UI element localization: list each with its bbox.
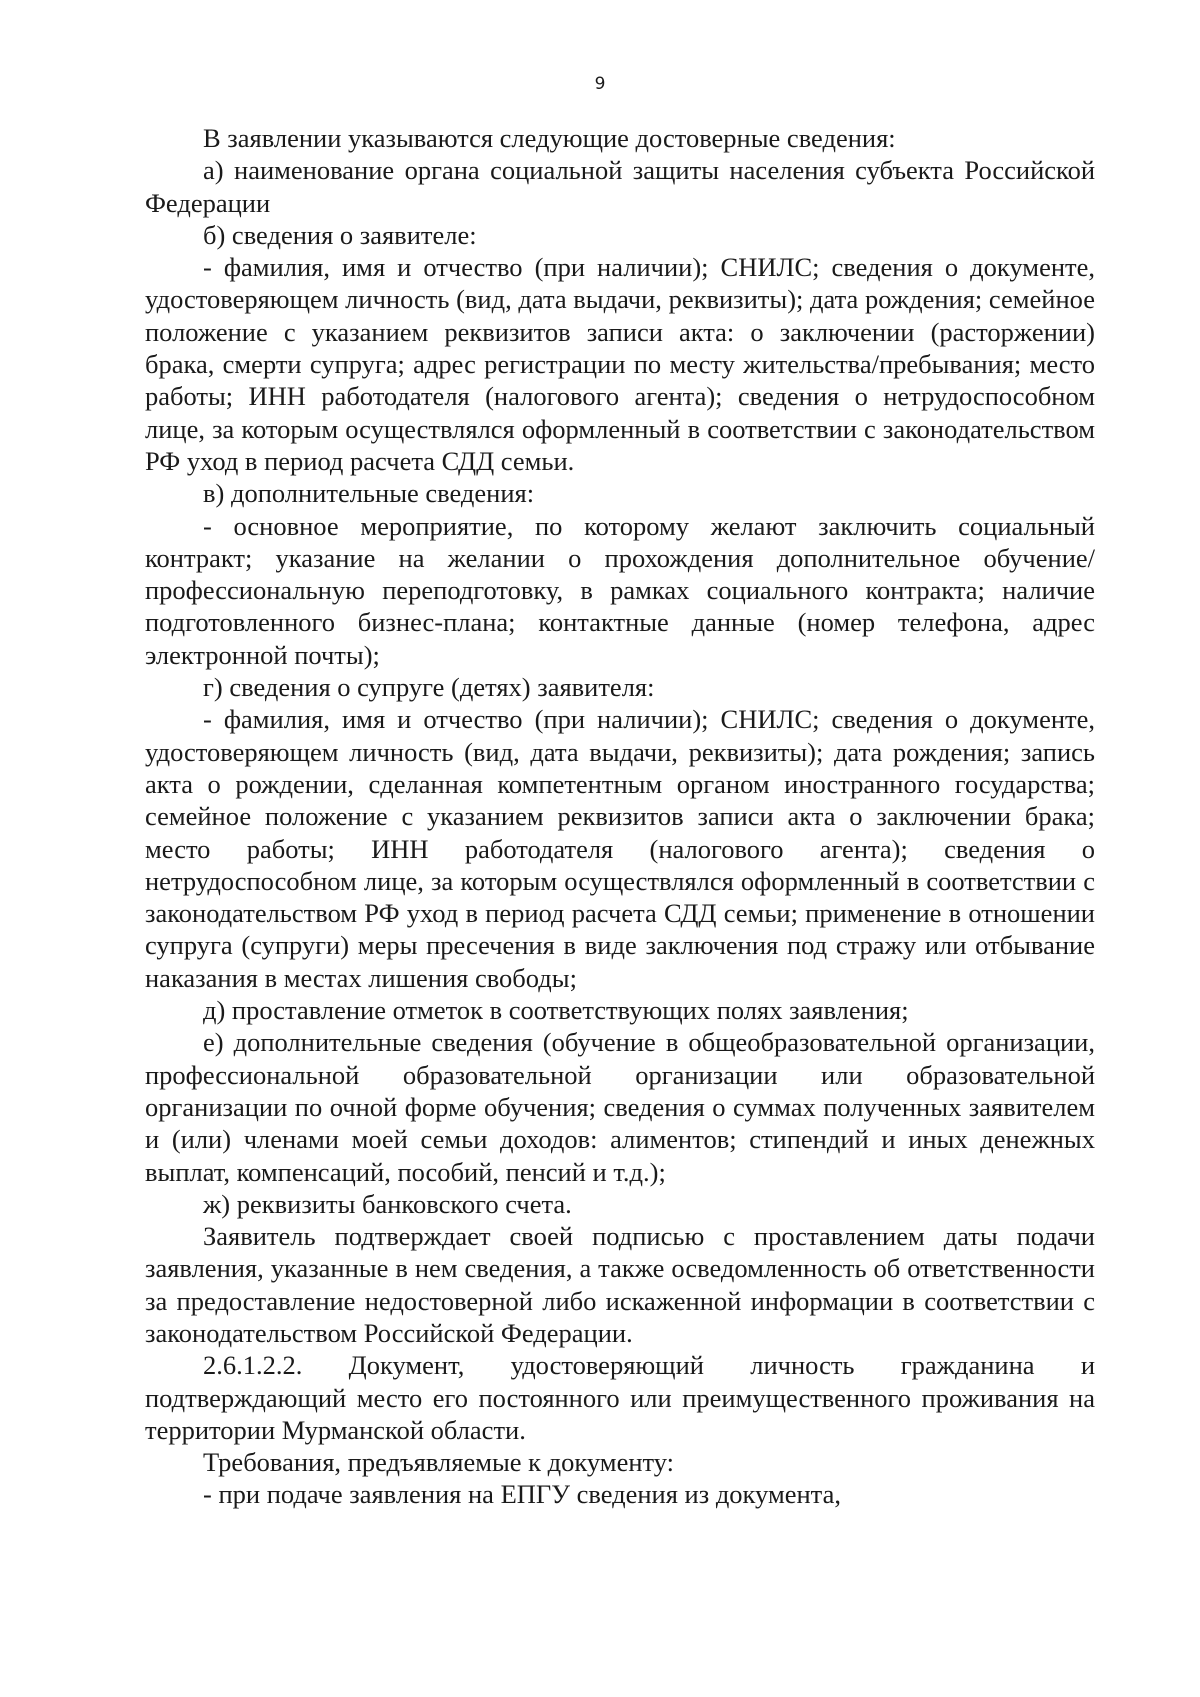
page-number: 9 [594,74,606,94]
paragraph-intro: В заявлении указываются следующие достоверные сведения: [203,123,896,153]
paragraph-spouse-details: - фамилия, имя и отчество (при наличии); СНИЛС; сведения о документе, удостоверяющем личность (вид, дата выдачи, реквизиты); дата рождения; запись акта о рождении, сделанная компетентным органом иностранного государства; семейное положение с указанием реквизитов записи акта о заключении брака; место работы; ИНН работодателя (налогового агента); сведения о нетрудоспособном лице, за которым осуществлялся оформленный в соответствии с законодательством РФ уход в период расчета СДД семьи; применение в отношении супруга (супруги) меры пресечения в виде заключения под стражу или отбывание наказания в местах лишения свободы; [145,704,1095,993]
paragraph-requirements-heading: Требования, предъявляемые к документу: [203,1447,675,1478]
paragraph-item-v: в) дополнительные сведения: [203,478,535,509]
paragraph-item-a: а) наименование органа социальной защиты населения субъекта Российской Федерации [145,155,1095,218]
paragraph-item-zh: ж) реквизиты банковского счета. [203,1188,572,1219]
paragraph-section-2-6-1-2-2: 2.6.1.2.2. Документ, удостоверяющий личность гражданина и подтверждающий место его постоянного или преимущественного проживания на территории Мурманской области. [145,1350,1095,1445]
paragraph-item-d: д) проставление отметок в соответствующих полях заявления; [203,995,909,1026]
paragraph-item-e: е) дополнительные сведения (обучение в общеобразовательной организации, профессиональной образовательной организации или образовательной организации по очной форме обучения; сведения о суммах полученных заявителем и (или) членами моей семьи доходов: алиментов; стипендий и иных денежных выплат, компенсаций, пособий, пенсий и т.д.); [145,1027,1095,1187]
paragraph-signature-confirmation: Заявитель подтверждает своей подписью с проставлением даты подачи заявления, указанные в нем сведения, а также осведомленность об ответственности за предоставление недостоверной либо искаженной информации в соответствии с законодательством Российской Федерации. [145,1221,1095,1348]
paragraph-applicant-details: - фамилия, имя и отчество (при наличии); СНИЛС; сведения о документе, удостоверяющем личность (вид, дата выдачи, реквизиты); дата рождения; семейное положение с указанием реквизитов записи акта: о заключении (расторжении) брака, смерти супруга; адрес регистрации по месту жительства/пребывания; место работы; ИНН работодателя (налогового агента); сведения о нетрудоспособном лице, за которым осуществлялся оформленный в соответствии с законодательством РФ уход в период расчета СДД семьи. [145,252,1095,476]
paragraph-epgu-submission: - при подаче заявления на ЕПГУ сведения из документа, [203,1479,841,1510]
document-body [145,122,1095,1511]
paragraph-item-b: б) сведения о заявителе: [203,219,477,250]
paragraph-additional-details: - основное мероприятие, по которому желают заключить социальный контракт; указание на желании о прохождения дополнительное обучение/профессиональную переподготовку, в рамках социального контракта; наличие подготовленного бизнес-плана; контактные данные (номер телефона, адрес электронной почты); [145,510,1095,670]
paragraph-item-g: г) сведения о супруге (детях) заявителя: [203,672,655,703]
